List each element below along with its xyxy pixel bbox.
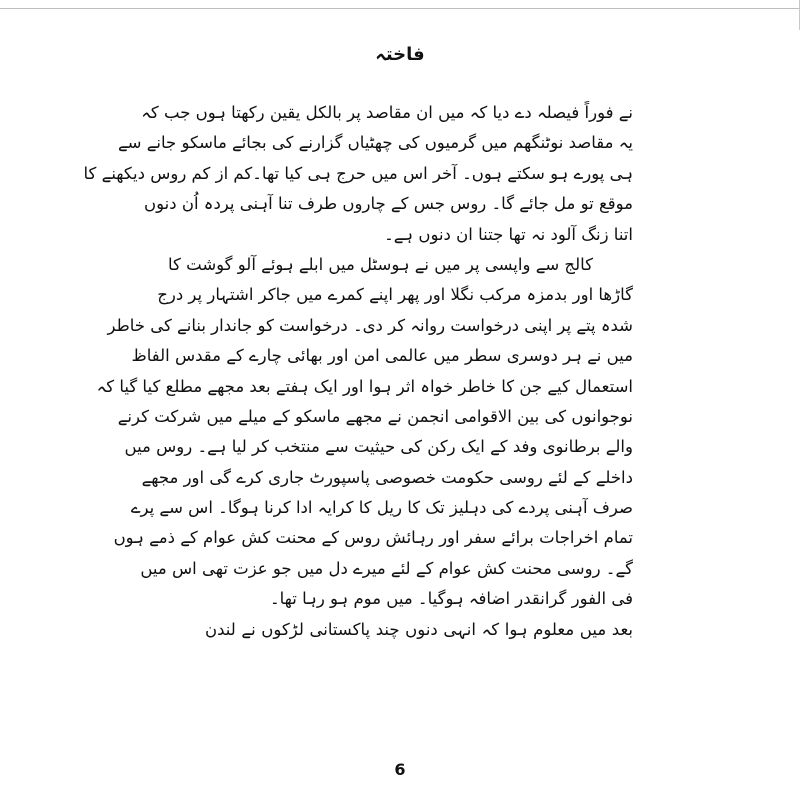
text-line: کالج سے واپسی پر میں نے ہوسٹل میں ابلے ہوئے آلو گوشت کا	[168, 254, 593, 274]
text-line: یہ مقاصد نوٹنگھم میں گرمیوں کی چھٹیاں گزارنے کی بجائے ماسکو جانے سے	[118, 133, 633, 153]
text-line: ہی پورے ہو سکتے ہوں۔ آخر اس میں حرج ہی کیا تھا۔کم از کم روس دیکھنے کا	[83, 163, 633, 183]
text-line: داخلے کے لئے روسی حکومت خصوصی پاسپورٹ جاری کرے گی اور مجھے	[141, 467, 633, 487]
page-number: 6	[394, 760, 406, 779]
text-line: استعمال کیے جن کا خاطر خواہ اثر ہوا اور ایک ہفتے بعد مجھے مطلع کیا گیا کہ	[96, 376, 633, 396]
text-line: والے برطانوی وفد کے ایک رکن کی حیثیت سے منتخب کر لیا ہے۔ روس میں	[124, 437, 633, 457]
text-line: شدہ پتے پر اپنی درخواست روانہ کر دی۔ درخواست کو جاندار بنانے کی خاطر	[107, 315, 633, 335]
text-line: گاڑھا اور بدمزہ مرکب نگلا اور پھر اپنے کمرے میں جاکر اشتہار پر درج	[157, 285, 633, 305]
running-head: فاختہ	[375, 44, 425, 65]
text-line: نے فوراً فیصلہ دے دیا کہ میں ان مقاصد پر بالکل یقین رکھتا ہوں جب کہ	[141, 103, 633, 122]
text-line: تمام اخراجات برائے سفر اور رہائش روس کے محنت کش عوام کے ذمے ہوں	[113, 528, 633, 548]
text-line: نوجوانوں کی بین الاقوامی انجمن نے مجھے ماسکو کے میلے میں شرکت کرنے	[117, 406, 633, 426]
text-line: میں نے ہر دوسری سطر میں عالمی امن اور بھائی چارے کے مقدس الفاظ	[131, 346, 633, 366]
text-line: صرف آہنی پردے کی دہلیز تک کا ریل کا کرایہ ادا کرنا ہوگا۔ اس سے پرے	[130, 498, 633, 518]
text-line: اتنا زنگ آلود نہ تھا جتنا ان دنوں ہے۔	[384, 224, 633, 244]
text-line: گے۔ روسی محنت کش عوام کے لئے میرے دل میں جو عزت تھی اس میں	[140, 558, 633, 578]
body-text	[83, 98, 633, 645]
text-line: موقع تو مل جائے گا۔ روس جس کے چاروں طرف تنا آہنی پردہ اُن دنوں	[144, 194, 633, 214]
scan-edge-line	[0, 8, 800, 9]
text-line: فی الفور گرانقدر اضافہ ہوگیا۔ میں موم ہو رہا تھا۔	[269, 589, 633, 609]
text-line: بعد میں معلوم ہوا کہ انہی دنوں چند پاکستانی لڑکوں نے لندن	[205, 619, 633, 639]
